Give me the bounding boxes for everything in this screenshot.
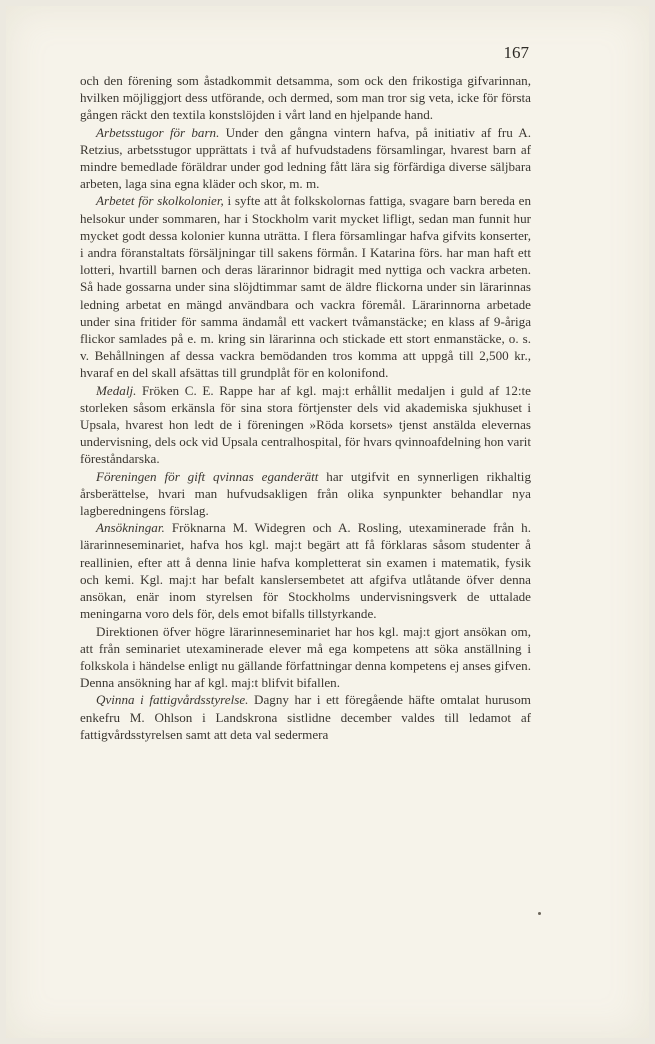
paragraph-heading: Ansökningar. — [96, 520, 165, 536]
paragraph-heading: Arbetsstugor för barn. — [96, 124, 220, 140]
paragraph-heading: Qvinna i fattigvårdsstyrelse. — [96, 692, 249, 708]
paragraph-text: i syfte att åt folkskolornas fattiga, svagare barn bereda en helsokur under sommaren, har i Stockholm varit mycket lifligt, sedan man funnit hur mycket godt dessa kolonier kunna uträtta. I flera församlingar hafva gifvits konserter, i andra föranstaltats försäljningar till sakens förmån. I Katarina förs. har man haft ett lotteri, hvartill barnen och deras lärarinnor bidragit med nyttiga och vackra arbeten. Så hade gossarna under sina slöjdtimmar samt de äldre flickorna under sin lärarinnas ledning arbetat en mängd användbara och vackra föremål. Lärarinnorna arbetade under sina fritider för samma ändamål ett vackert tvåmanstäcke; en klass af 9-åriga flickor samlades på e. m. kring sin lärarinna och stickade ett stort enmanstäcke, o. s. v. Behållningen af dessa vackra bemödanden tros komma att uppgå till 2,500 kr., hvaraf en del skall afsättas till grundplåt för en kolonifond. — [80, 193, 532, 381]
paragraph-text: Under den gångna vintern hafva, på initiativ af fru A. Retzius, arbetsstugor upprättats i två af hufvudstadens församlingar, hvarest barn af mindre bemedlade föräldrar under god ledning fått lära sig förfärdiga diverse säljbara arbeten, laga sina egna kläder och skor, m. m. — [80, 124, 531, 192]
paragraph-text: har utgifvit en synnerligen rikhaltig årsberättelse, hvari man hufvudsakligen från olika synpunkter behandlar nya lagberedningens förslag. — [80, 468, 531, 519]
paragraph-heading: Föreningen för gift qvinnas eganderätt — [96, 468, 319, 484]
paragraph-text: Dagny har i ett föregående häfte omtalat hurusom enkefru M. Ohlson i Landskrona sistlidne december valdes till ledamot af fattigvårdsstyrelsen samt att deta val sedermera — [80, 692, 531, 742]
paragraph-direktionen — [80, 623, 531, 692]
paragraph-ansokningar — [80, 519, 531, 622]
paragraph-heading: Medalj. — [96, 382, 137, 398]
paragraph-medalj — [80, 382, 531, 468]
paragraph-foreningen — [80, 468, 531, 520]
paragraph-heading: Arbetet för skolkolonier, — [96, 193, 224, 209]
paragraph-continuation — [80, 72, 531, 124]
page-number: 167 — [503, 43, 529, 62]
paragraph-text: Direktionen öfver högre lärarinneseminariet har hos kgl. maj:t gjort ansökan om, att från seminariet utexaminerade elever må ega kompetens att söka anställning i folkskola i händelse enligt nu gällande författningar denna kompetens ej anses gifven. Denna ansökning har af kgl. maj:t blifvit bifallen. — [80, 623, 531, 691]
body-text — [80, 72, 531, 743]
paragraph-text: Fröknarna M. Widegren och A. Rosling, utexaminerade från h. lärarinneseminariet, hafva hos kgl. maj:t begärt att få förklaras såsom studenter å reallinien, efter att å denna linie hafva kompletterat sin examen i matematik, fysik och kemi. Kgl. maj:t har befalt kanslersembetet att afgifva utlåtande öfver denna ansökan, enär inom styrelsen för Stockholms undervisningsverk de uttalade meningarna voro dels för, dels emot bifalls tillstyrkande. — [80, 520, 531, 622]
paragraph-arbetsstugor — [80, 124, 531, 193]
paragraph-qvinna — [80, 691, 531, 743]
paragraph-skolkolonier — [80, 192, 531, 381]
paragraph-text: Fröken C. E. Rappe har af kgl. maj:t erhållit medaljen i guld af 12:te storleken såsom erkänsla för sina stora förtjenster dels vid akademiska sjukhuset i Upsala, hvarest hon ledt de i föreningen »Röda korsets» tjenst anstälda elevernas undervisning, dels ock vid Upsala centralhospital, för hvars qvinnoafdelning hon varit föreståndarska. — [80, 382, 531, 467]
paragraph-text: och den förening som åstadkommit detsamma, som ock den frikostiga gifvarinnan, hvilken möjliggjort dess utförande, och dermed, som man tror sig veta, icke för första gången räckt den textila konstslöjden i vårt land en hjelpande hand. — [80, 73, 531, 123]
ink-speck — [538, 912, 541, 915]
